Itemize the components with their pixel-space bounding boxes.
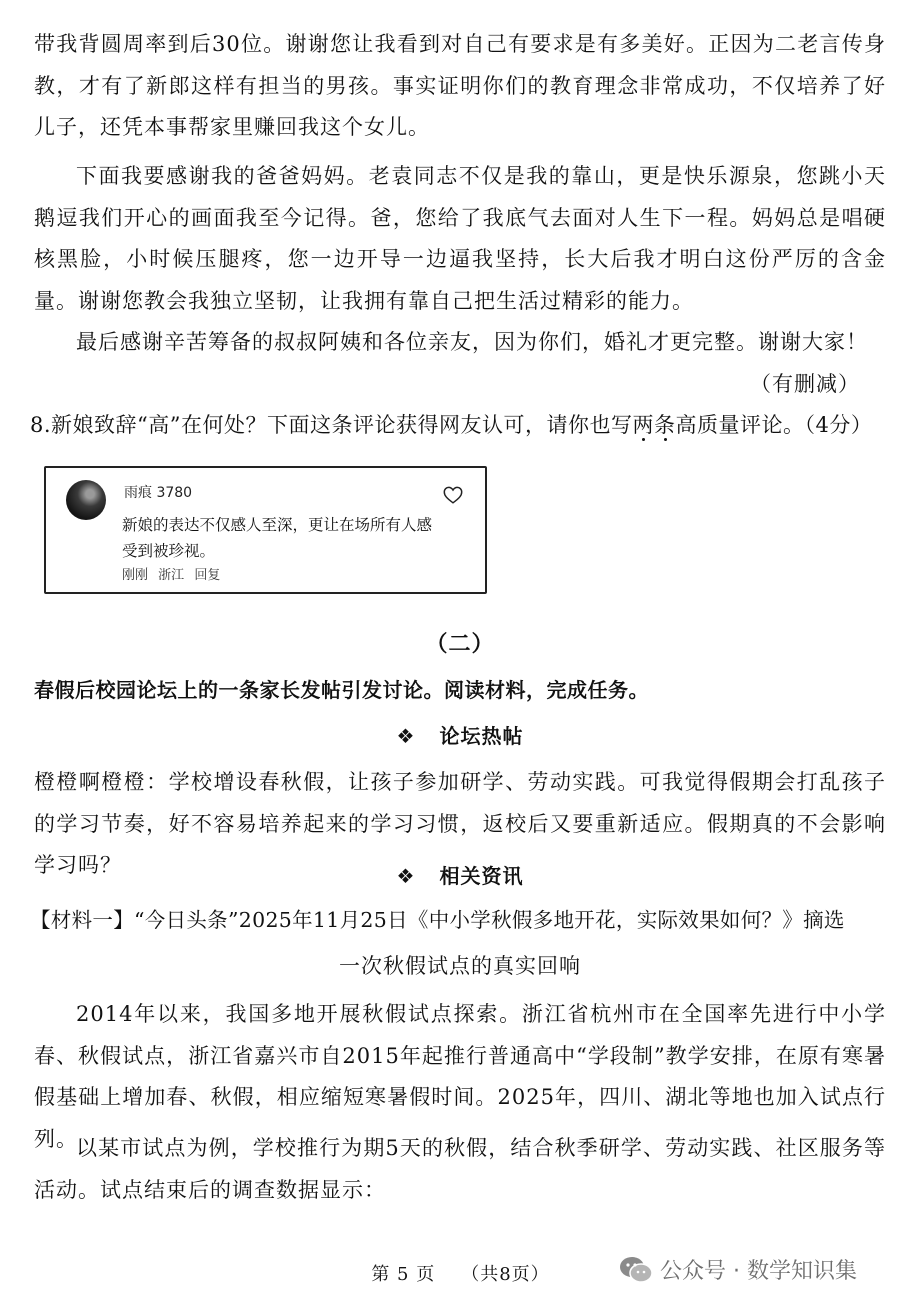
comment-username[interactable]: 雨痕 3780	[124, 485, 193, 501]
comment-meta	[122, 564, 226, 583]
wechat-icon	[618, 1255, 654, 1285]
emphasis-tiao: 条	[654, 413, 676, 437]
material-1-source: 【材料一】“今日头条”2025年11月25日《中小学秋假多地开花，实际效果如何？》摘选	[30, 908, 845, 932]
forum-post: 橙橙啊橙橙：学校增设春秋假，让孩子参加研学、劳动实践。可我觉得假期会打乱孩子的学习节奏，好不容易培养起来的学习习惯，返校后又要重新适应。假期真的不会影响学习吗？	[34, 770, 886, 877]
article-subtitle: 一次秋假试点的真实回响	[339, 954, 581, 978]
watermark	[618, 1254, 857, 1285]
heart-icon[interactable]	[442, 484, 464, 506]
speech-paragraph-3: 最后感谢辛苦筹备的叔叔阿姨和各位亲友，因为你们，婚礼才更完整。谢谢大家！	[76, 330, 868, 354]
comment-time: 刚刚	[122, 568, 149, 583]
abridged-note: （有删减）	[750, 372, 860, 396]
speech-paragraph-2: 下面我要感谢我的爸爸妈妈。老袁同志不仅是我的靠山，更是快乐源泉，您跳小天鹅逗我们开心的画面我至今记得。爸，您给了我底气去面对人生下一程。妈妈总是唱硬核黑脸，小时候压腿疼，您一边开导一边逼我坚持，长大后我才明白这份严厉的含金量。谢谢您教会我独立坚韧，让我拥有靠自己把生活过精彩的能力。	[34, 164, 886, 313]
question-8	[30, 405, 900, 447]
diamond-bullet-icon: ❖	[396, 724, 416, 748]
comment-text: 新娘的表达不仅感人至深，更让在场所有人感受到被珍视。	[122, 516, 433, 560]
article-paragraph-2: 以某市试点为例，学校推行为期5天的秋假，结合秋季研学、劳动实践、社区服务等活动。试点结束后的调查数据显示：	[34, 1136, 886, 1202]
avatar[interactable]	[66, 480, 106, 520]
page-number: 第 5 页	[371, 1264, 436, 1285]
article-paragraph-1: 2014年以来，我国多地开展秋假试点探索。浙江省杭州市在全国率先进行中小学春、秋假试点，浙江省嘉兴市自2015年起推行普通高中“学段制”教学安排，在原有寒暑假基础上增加春、秋假，相应缩短寒暑假时间。2025年，四川、湖北等地也加入试点行列。	[34, 1002, 886, 1151]
forum-heading-text: 论坛热帖	[439, 724, 524, 748]
watermark-text: 公众号 · 数学知识集	[660, 1259, 857, 1284]
emphasis-two: 两	[632, 413, 655, 437]
info-heading-text: 相关资讯	[439, 864, 524, 888]
forum-heading	[34, 716, 886, 758]
section-title: （二）	[425, 632, 495, 657]
reply-button[interactable]: 回复	[194, 568, 221, 583]
comment-location: 浙江	[158, 568, 185, 583]
comment-card	[44, 466, 487, 594]
question-8-text: 8.新娘致辞“高”在何处？下面这条评论获得网友认可，请你也写	[30, 413, 633, 437]
info-heading	[34, 856, 886, 898]
question-8-tail: 高质量评论。（4分）	[675, 413, 873, 437]
section-intro: 春假后校园论坛上的一条家长发帖引发讨论。阅读材料，完成任务。	[34, 678, 649, 702]
page-total: （共8页）	[461, 1264, 550, 1285]
speech-paragraph-1: 带我背圆周率到后30位。谢谢您让我看到对自己有要求是有多美好。正因为二老言传身教，才有了新郎这样有担当的男孩。事实证明你们的教育理念非常成功，不仅培养了好儿子，还凭本事帮家里赚回我这个女儿。	[34, 32, 886, 139]
diamond-bullet-icon: ❖	[396, 864, 416, 888]
